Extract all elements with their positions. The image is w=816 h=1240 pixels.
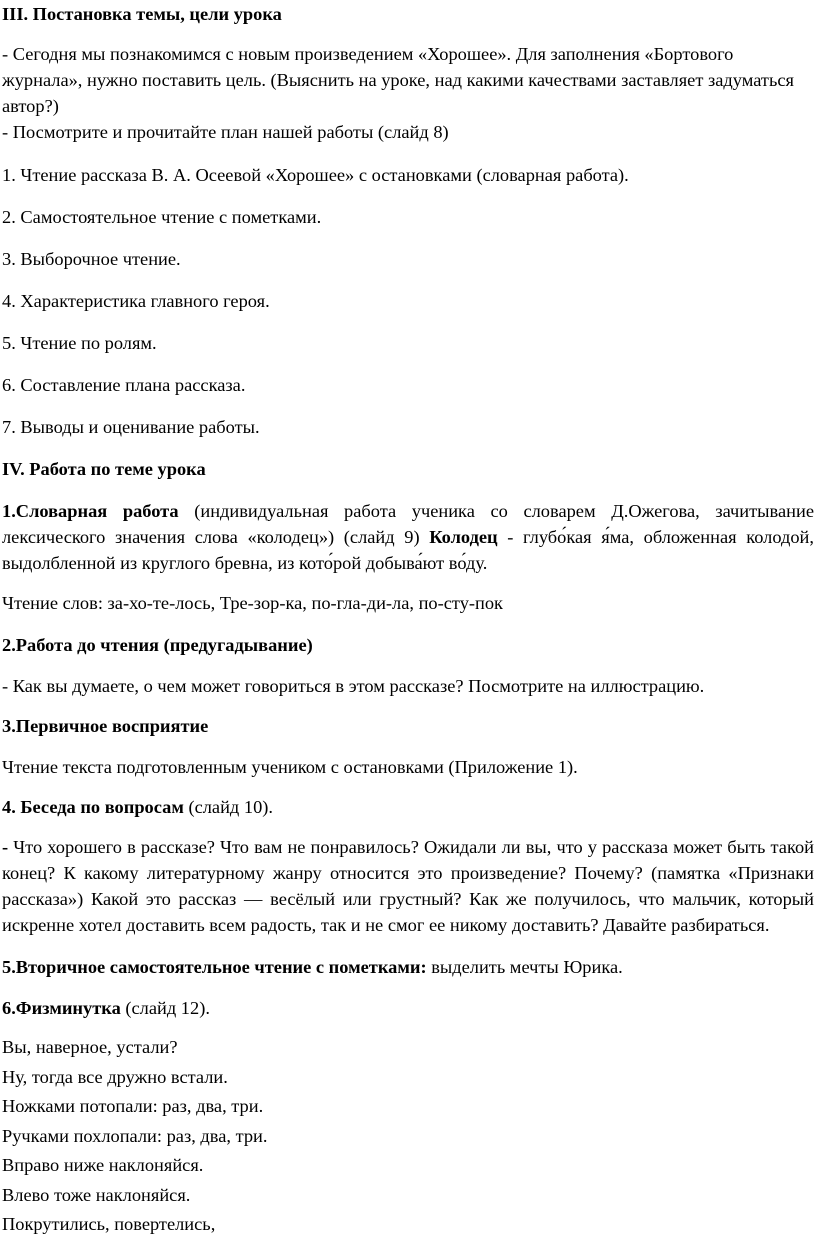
secondary-reading-label: 5.Вторичное самостоятельное чтение с пометками: — [2, 957, 427, 977]
poem-line: Ручками похлопали: раз, два, три. — [2, 1125, 268, 1146]
physical-break-label: 6.Физминутка — [2, 998, 121, 1018]
section3-intro: - Сегодня мы познакомимся с новым произведением «Хорошее». Для заполнения «Бортового журнала», нужно поставить цель. (Выяснить на уроке, над какими качествами заставляет задуматься автор?) — [2, 44, 794, 116]
section3-heading: III. Постановка темы, цели урока — [2, 4, 282, 24]
plan-item-6: 6. Составление плана рассказа. — [2, 375, 246, 395]
secondary-reading-text: выделить мечты Юрика. — [426, 957, 623, 977]
reading-words: Чтение слов: за-хо-те-лось, Тре-зор-ка, по-гла-ди-ла, по-сту-пок — [2, 593, 503, 613]
conversation-label: 4. Беседа по вопросам — [2, 797, 184, 817]
poem-line: Ножками потопали: раз, два, три. — [2, 1096, 264, 1116]
pre-reading-label: 2.Работа до чтения (предугадывание) — [2, 635, 313, 655]
plan-item-4: 4. Характеристика главного героя. — [2, 291, 270, 311]
poem-line: Влево тоже наклоняйся. — [2, 1184, 191, 1205]
poem-line: Ну, тогда все дружно встали. — [2, 1066, 228, 1087]
plan-item-1: 1. Чтение рассказа В. А. Осеевой «Хорошее» с остановками (словарная работа). — [2, 165, 629, 185]
primary-perception-label: 3.Первичное восприятие — [2, 716, 209, 736]
vocabulary-work-label: 1.Словарная работа — [2, 501, 179, 521]
conversation-slide: (слайд 10). — [183, 797, 273, 817]
plan-item-2: 2. Самостоятельное чтение с пометками. — [2, 207, 322, 227]
poem-line: Покрутились, повертелись, — [2, 1214, 216, 1234]
section4-heading: IV. Работа по теме урока — [2, 459, 206, 479]
conversation-text: Что хорошего в рассказе? Что вам не понравилось? Ожидали ли вы, что у рассказа может быть такой конец? К какому литературному жанру относится это произведение? Почему? (памятка «Признаки рассказа») Какой это рассказ — весёлый или грустный? Как же получилось, что мальчик, который искренне хотел доставить всем радость, так и не смог ее никому доставить? Давайте разбираться. — [2, 837, 814, 935]
document-page — [0, 1, 816, 1234]
poem-line: Вы, наверное, устали? — [2, 1037, 178, 1057]
conversation-heading — [2, 794, 814, 820]
secondary-reading — [2, 954, 814, 980]
poem — [2, 1033, 814, 1240]
vocabulary-work — [2, 498, 814, 576]
conversation-dash: - — [2, 837, 9, 857]
physical-break-slide: (слайд 12). — [120, 998, 210, 1018]
vocabulary-work-text: (индивидуальная работа ученика со словарем Д.Ожегова, зачитывание лексического значения слова «колодец») (слайд 9) — [2, 501, 814, 547]
physical-break — [2, 995, 814, 1021]
primary-perception-text: Чтение текста подготовленным учеником с остановками (Приложение 1). — [2, 757, 578, 777]
conversation-questions — [2, 834, 814, 938]
plan-item-5: 5. Чтение по ролям. — [2, 333, 157, 353]
plan-item-3: 3. Выборочное чтение. — [2, 249, 181, 269]
vocabulary-term: Колодец — [429, 527, 498, 547]
pre-reading-text: - Как вы думаете, о чем может говориться в этом рассказе? Посмотрите на иллюстрацию. — [2, 676, 705, 696]
vocabulary-definition: - глубо́кая я́ма, обложенная колодой, выдолбленной из круглого бревна, из кото́рой добыва́ют во́ду. — [2, 527, 814, 573]
poem-line: Вправо ниже наклоняйся. — [2, 1155, 204, 1175]
plan-item-7: 7. Выводы и оценивание работы. — [2, 417, 260, 437]
section3-plan-intro: - Посмотрите и прочитайте план нашей работы (слайд 8) — [2, 122, 449, 142]
